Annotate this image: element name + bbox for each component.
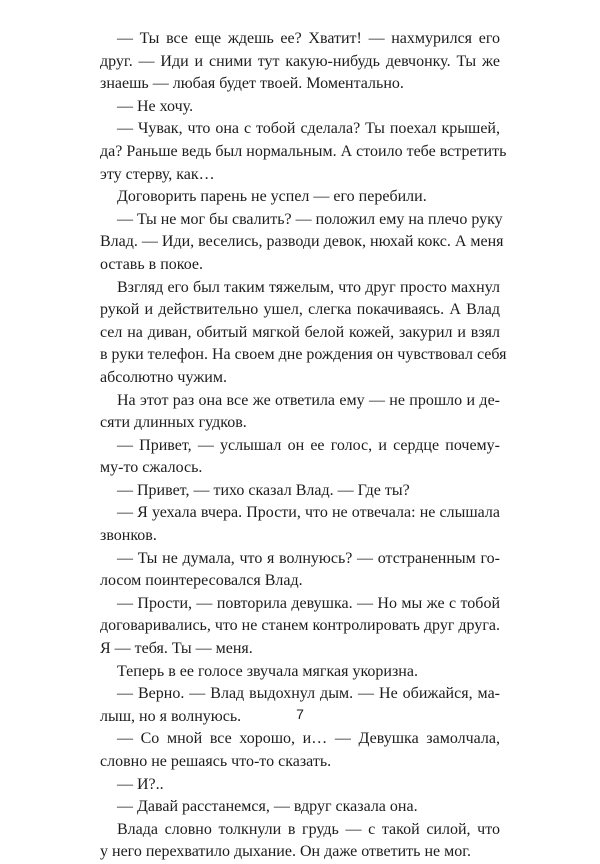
- text-line: — Верно. — Влад выдохнул дым. — Не обижайся, ма-: [117, 685, 500, 703]
- text-line: эту стерву, как…: [100, 165, 215, 183]
- text-line: лыш, но я волнуюсь.: [100, 707, 242, 725]
- text-line: да? Раньше ведь был нормальным. А стоило тебе встретить: [100, 142, 507, 160]
- text-line: сел на диван, обитый мягкой белой кожей, закурил и взял: [100, 323, 500, 341]
- text-line: му-то сжалось.: [100, 459, 203, 477]
- text-line: — Ты не мог бы свалить? — положил ему на плечо руку: [117, 210, 503, 228]
- text-line: оставь в покое.: [100, 255, 204, 273]
- text-line: — Прости, — повторила девушка. — Но мы же с тобой: [117, 594, 500, 612]
- text-line: — Давай расстанемся, — вдруг сказала она.: [117, 798, 418, 816]
- text-line: рукой и действительно ушел, слегка покачиваясь. А Влад: [100, 301, 500, 319]
- text-line: договаривались, что не станем контролировать друг друга.: [100, 617, 500, 635]
- text-line: друг. — Иди и сними тут какую-нибудь девчонку. Ты же: [100, 52, 500, 70]
- text-line: — Не хочу.: [117, 97, 194, 115]
- text-line: — Привет, — услышал он ее голос, и сердце почему-: [117, 436, 500, 454]
- page-number: 7: [296, 706, 304, 722]
- text-line: Взгляд его был таким тяжелым, что друг просто махнул: [117, 278, 500, 296]
- text-line: Влада словно толкнули в грудь — с такой силой, что: [117, 820, 500, 838]
- text-line: — Со мной все хорошо, и… — Девушка замолчала,: [117, 730, 500, 748]
- text-line: — Я уехала вчера. Прости, что не отвечала: не слышала: [117, 504, 500, 522]
- text-line: лосом поинтересовался Влад.: [100, 572, 303, 590]
- text-line: — И?..: [117, 775, 164, 793]
- text-line: абсолютно чужим.: [100, 368, 227, 386]
- text-line: — Ты не думала, что я волнуюсь? — отстраненным го-: [117, 549, 500, 567]
- text-line: Договорить парень не успел — его перебили.: [117, 188, 427, 206]
- text-line: у него перехватило дыхание. Он даже ответить не мог.: [100, 843, 471, 861]
- body-text: [100, 28, 507, 864]
- text-line: звонков.: [100, 527, 157, 545]
- text-line: Я — тебя. Ты — меня.: [100, 640, 253, 658]
- text-line: в руки телефон. На своем дне рождения он чувствовал себя: [100, 346, 507, 364]
- text-line: На этот раз она все же ответила ему — не прошло и де-: [117, 391, 500, 409]
- text-line: словно не решаясь что-то сказать.: [100, 753, 332, 770]
- text-line: знаешь — любая будет твоей. Моментально.: [100, 75, 404, 93]
- text-line: Влад. — Иди, веселись, разводи девок, нюхай кокс. А меня: [100, 233, 504, 251]
- text-line: — Чувак, что она с тобой сделала? Ты поехал крышей,: [117, 120, 500, 138]
- text-line: — Привет, — тихо сказал Влад. — Где ты?: [117, 481, 410, 499]
- text-line: — Ты все еще ждешь ее? Хватит! — нахмурился его: [117, 30, 500, 47]
- text-line: Теперь в ее голосе звучала мягкая укоризна.: [117, 662, 418, 680]
- text-line: сяти длинных гудков.: [100, 414, 247, 432]
